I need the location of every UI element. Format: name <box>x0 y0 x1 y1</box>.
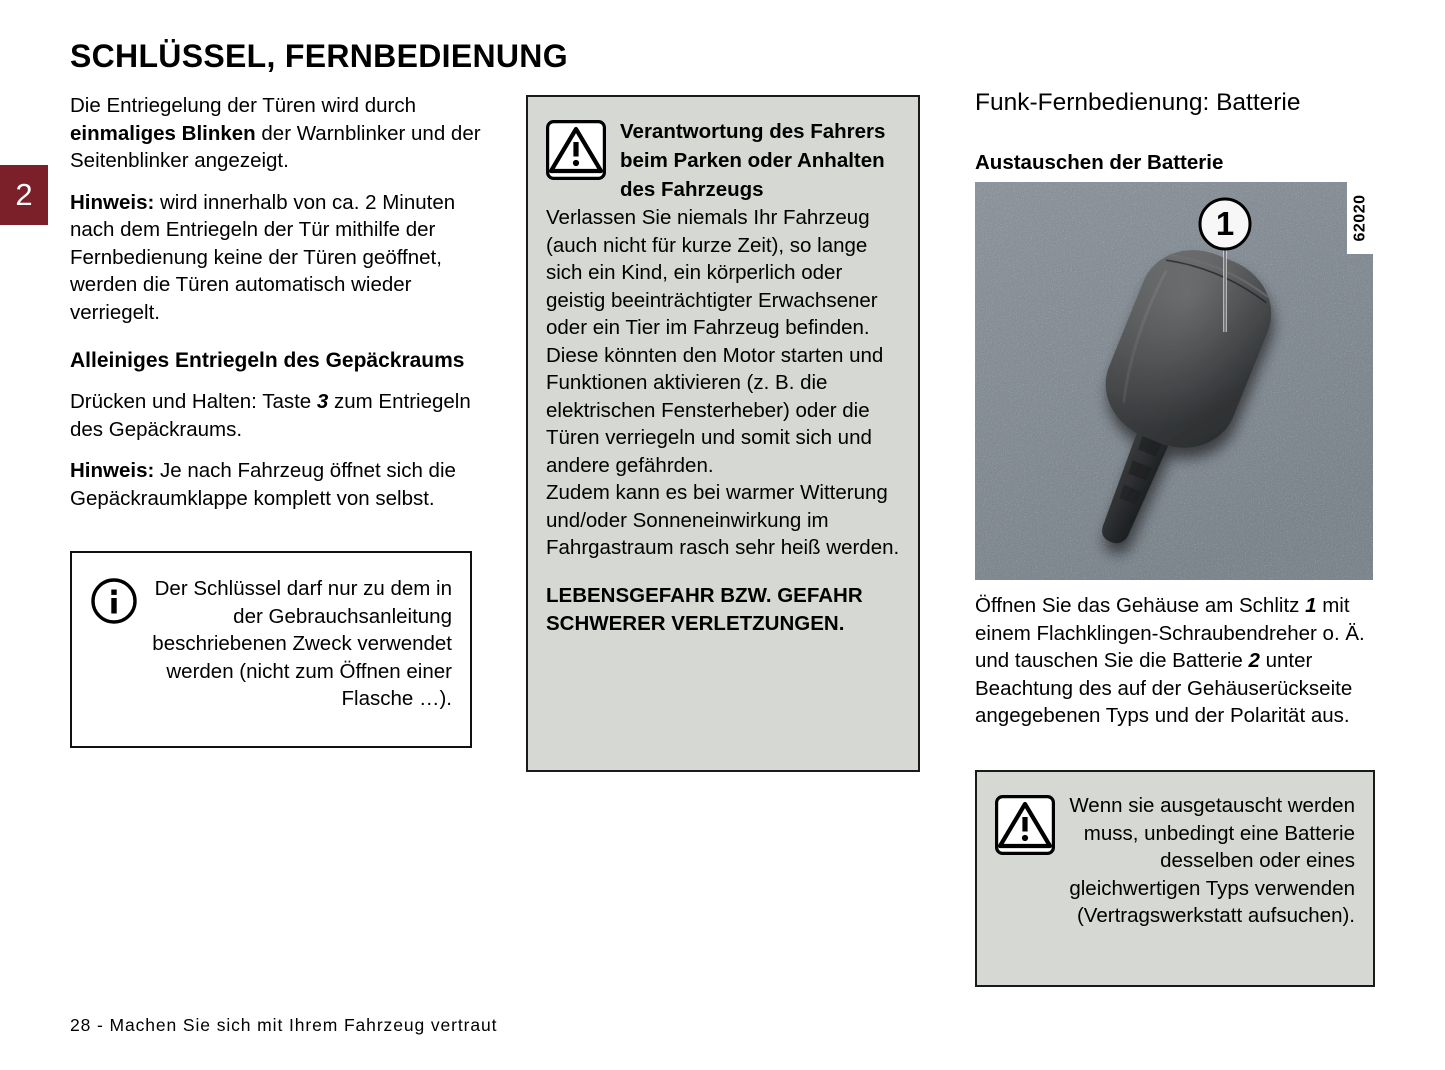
text-bold: einmaliges Blinken <box>70 121 256 145</box>
warning-triangle-icon <box>995 795 1055 855</box>
warning-box-battery-type <box>975 770 1375 987</box>
section-subtitle-replace-battery: Austauschen der Batterie <box>975 151 1224 174</box>
text-fragment: Drücken und Halten: Taste <box>70 390 317 413</box>
warning-triangle-icon <box>546 120 606 180</box>
text-fragment: mit einem Flachklingen-Schraubendreher o. Ä. und tauschen Sie die Batterie <box>975 594 1365 672</box>
warning-box-text: Wenn sie ausgetauscht werden muss, unbedingt eine Batterie desselben oder eines gleichwertigen Typs verwenden (Vertragswerkstatt aufsuchen). <box>1069 794 1355 927</box>
section-title-remote-battery: Funk-Fernbedienung: Batterie <box>975 89 1301 116</box>
figure-id-text: 62020 <box>1351 194 1368 242</box>
figure-id-label <box>1347 182 1373 254</box>
figure-callout-1: 1 <box>1215 205 1235 242</box>
warning-title: Verantwortung des Fahrers beim Parken oder Anhalten des Fahrzeugs <box>620 120 886 201</box>
paragraph-note-tailgate <box>70 457 482 512</box>
page-title: SCHLÜSSEL, FERNBEDIENUNG <box>70 38 568 74</box>
note-label: Hinweis: <box>70 459 155 482</box>
text-fragment: zum Entriegeln des Gepäckraums. <box>70 390 471 441</box>
callout-ref-2: 2 <box>1248 649 1260 672</box>
paragraph-unlock-indication <box>70 92 482 175</box>
note-label: Hinweis: <box>70 190 155 214</box>
callout-ref-3: 3 <box>316 390 329 413</box>
text-fragment: der Warnblinker und der Seitenblinker angezeigt. <box>70 121 481 172</box>
column-right-body <box>975 592 1375 730</box>
paragraph-press-hold <box>70 388 482 443</box>
paragraph-note-autolock <box>70 189 482 327</box>
heading-boot-unlock: Alleiniges Entriegeln des Gepäckraums <box>70 349 465 372</box>
page-footer: 28 - Machen Sie sich mit Ihrem Fahrzeug vertraut <box>70 1015 498 1035</box>
warning-emphasis: LEBENSGEFAHR BZW. GEFAHR SCHWERER VERLETZUNGEN. <box>546 584 863 635</box>
column-left <box>70 92 482 512</box>
text-fragment: wird innerhalb von ca. 2 Minuten nach dem Entriegeln der Tür mithilfe der Fernbedienung keine der Türen geöffnet, werden die Türen automatisch wieder verriegelt. <box>70 190 456 324</box>
warning-paragraph-2: Diese könnten den Motor starten und Funktionen aktivieren (z. B. die elektrischen Fensterheber) oder die Türen verriegeln und somit sich und andere gefährden. <box>546 343 884 477</box>
info-circle-icon <box>90 577 138 625</box>
text-fragment: Öffnen Sie das Gehäuse am Schlitz <box>975 594 1306 617</box>
chapter-tab <box>0 165 48 225</box>
figure-key-fob-illustration <box>975 182 1373 580</box>
warning-box-driver-responsibility <box>526 95 920 772</box>
callout-ref-1: 1 <box>1305 594 1317 617</box>
paragraph-open-housing <box>975 592 1375 730</box>
text-fragment: Die Entriegelung der Türen wird durch <box>70 94 417 117</box>
warning-paragraph-1: Verlassen Sie niemals Ihr Fahrzeug (auch nicht für kurze Zeit), so lange sich ein Kind, ein körperlich oder geistig beeinträchtigter Erwachsener oder ein Tier im Fahrzeug befinden. <box>546 206 878 339</box>
column-right-header <box>975 88 1375 176</box>
chapter-tab-number: 2 <box>15 177 33 212</box>
text-fragment: Je nach Fahrzeug öffnet sich die Gepäckraumklappe komplett von selbst. <box>70 459 456 510</box>
text-fragment: unter Beachtung des auf der Gehäuserückseite angegebenen Typs und der Polarität aus. <box>975 649 1353 727</box>
warning-paragraph-3: Zudem kann es bei warmer Witterung und/oder Sonneneinwirkung im Fahrgastraum rasch sehr heiß werden. <box>546 481 900 559</box>
info-box-key-usage <box>70 551 472 748</box>
info-box-text: Der Schlüssel darf nur zu dem in der Gebrauchsanleitung beschriebenen Zweck verwendet werden (nicht zum Öffnen einer Flasche …). <box>152 577 452 710</box>
figure-key-fob <box>975 182 1373 580</box>
